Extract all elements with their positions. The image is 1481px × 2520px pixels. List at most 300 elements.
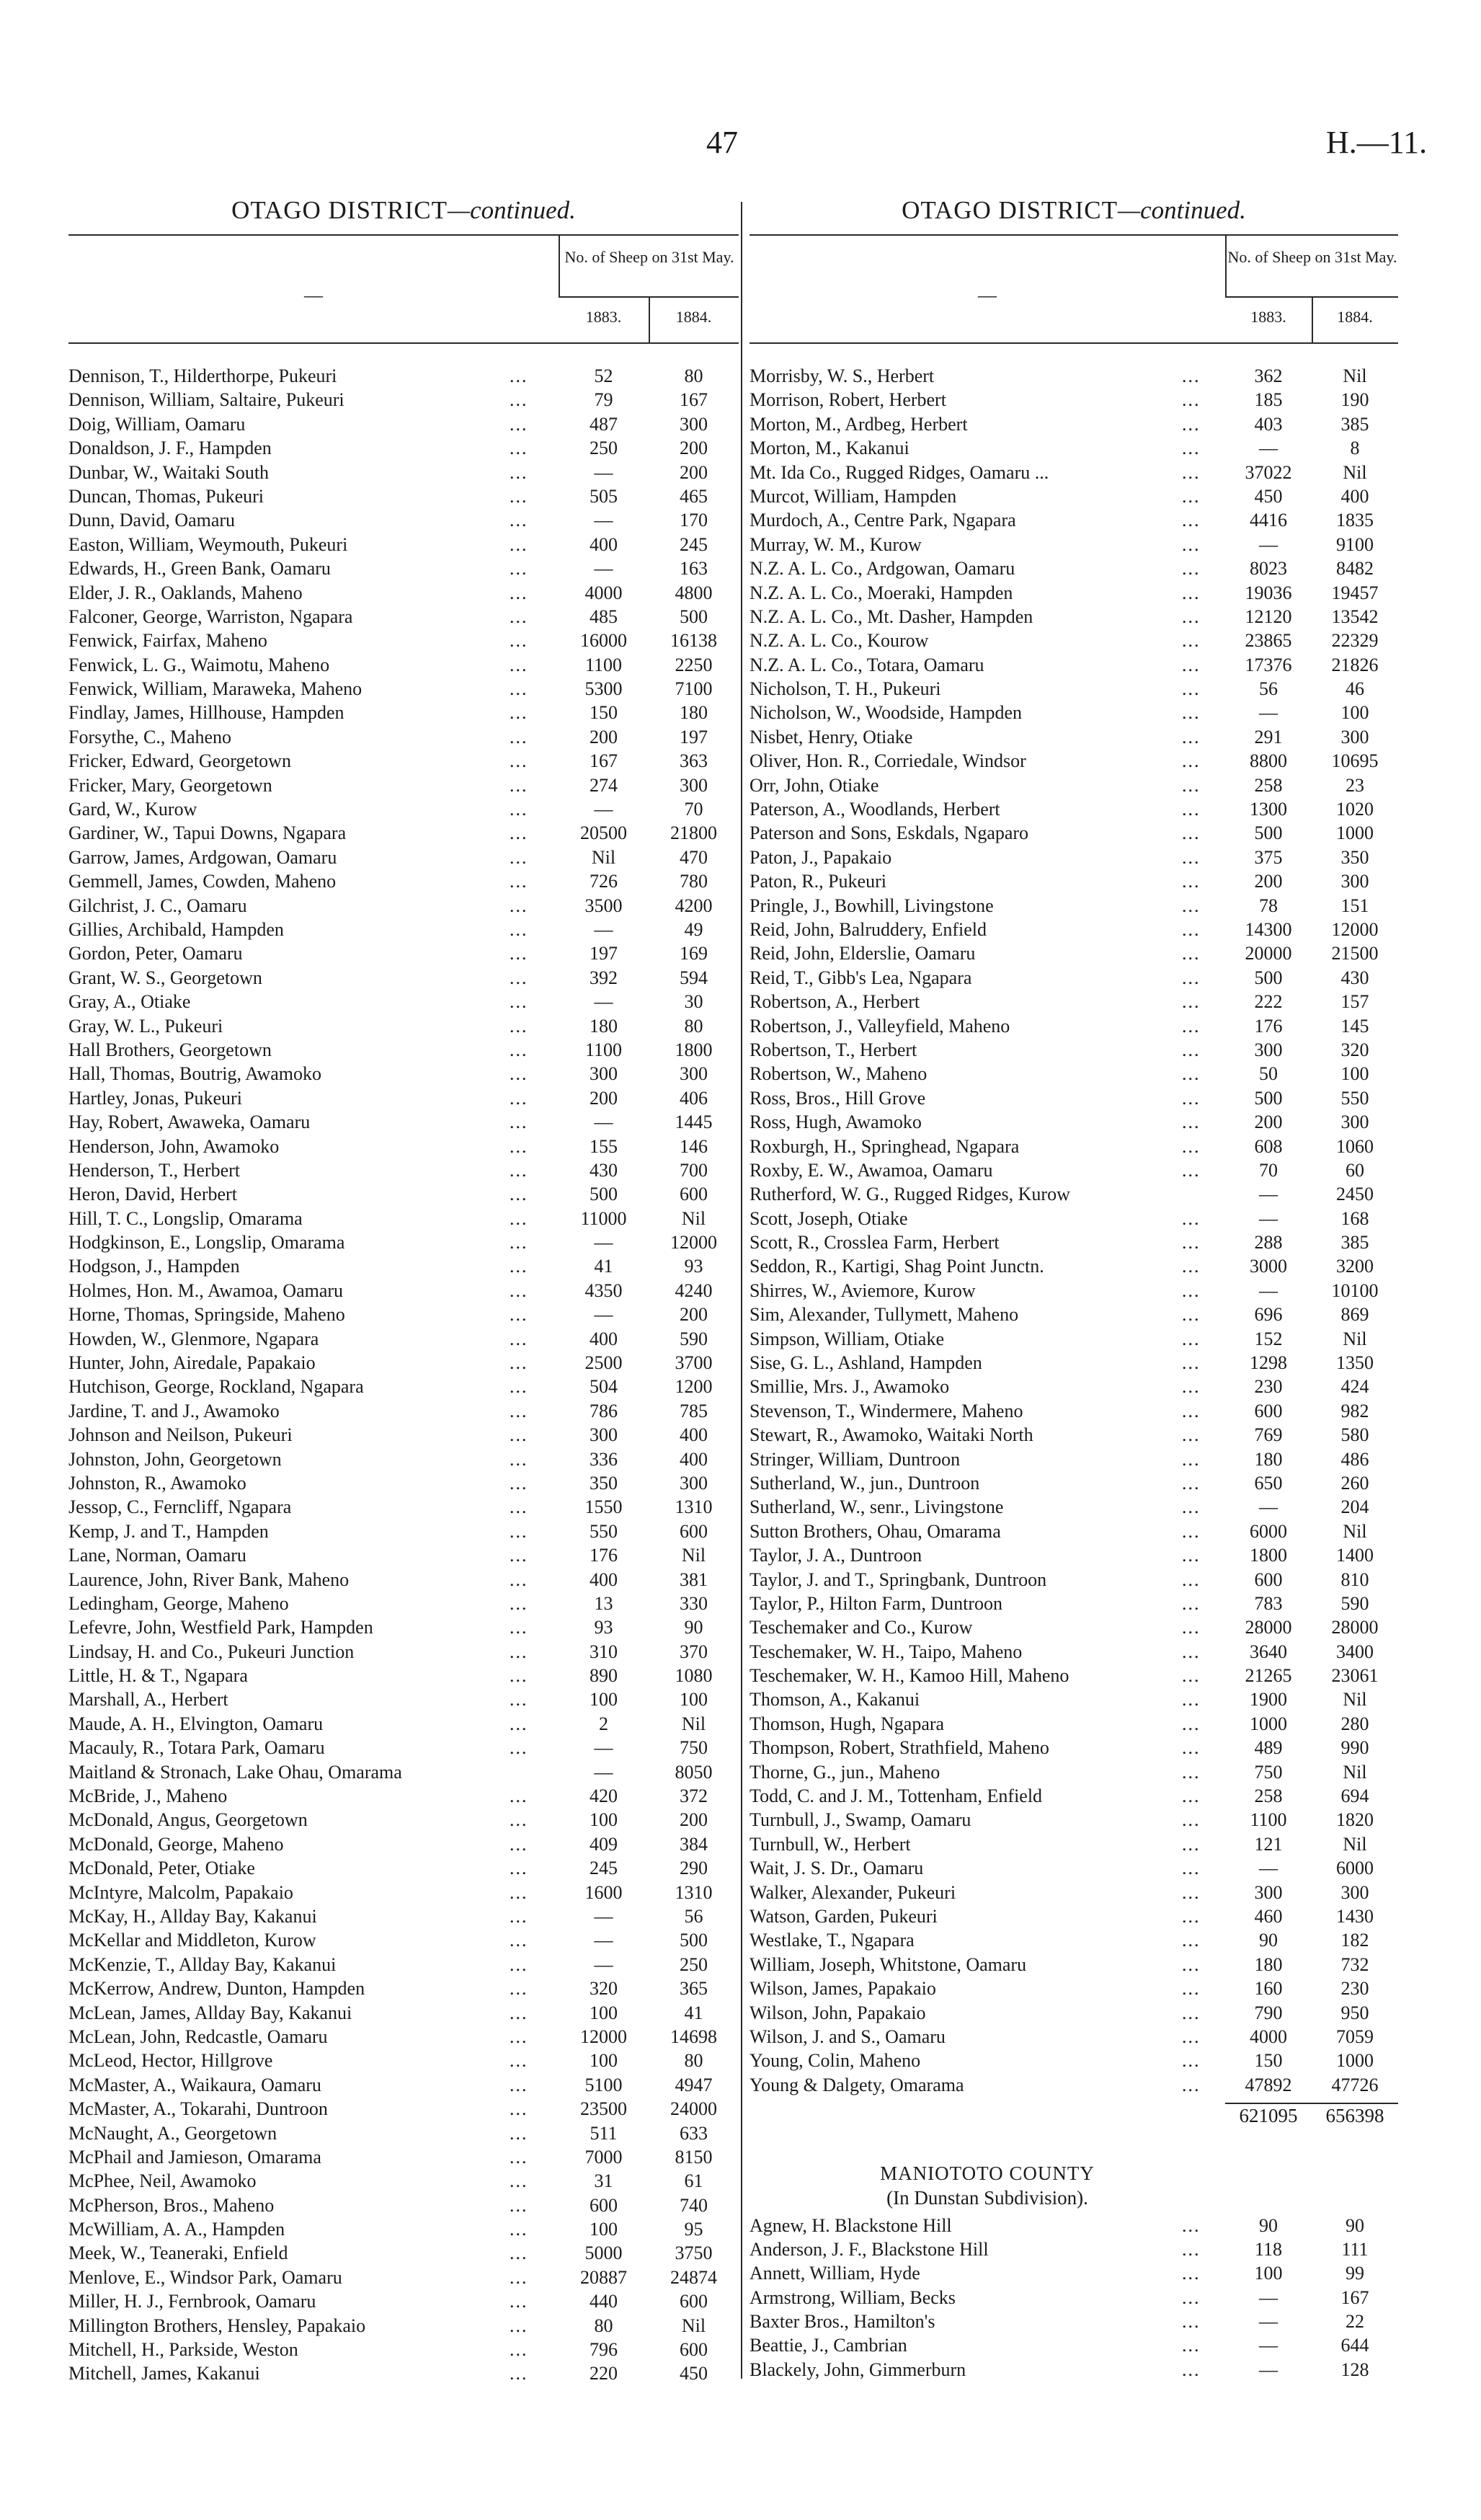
holder-name: Robertson, A., Herbert (750, 991, 920, 1013)
table-row (750, 605, 1398, 629)
table-row (68, 821, 739, 845)
leader-dots: ... (510, 1279, 528, 1301)
sheep-1883: 230 (1254, 1376, 1283, 1398)
table-row (68, 894, 739, 918)
sheep-1883: — (1259, 2311, 1278, 2333)
leader-dots: ... (510, 1135, 528, 1157)
leader-dots: ... (510, 654, 528, 675)
leader-dots: ... (1182, 1352, 1201, 1374)
leader-dots: ... (1182, 967, 1201, 988)
holder-name: Doig, William, Oamaru (68, 413, 246, 435)
right-column-title: OTAGO DISTRICT—continued. (902, 196, 1246, 224)
table-row (750, 1640, 1398, 1664)
sheep-1884: Nil (1343, 1520, 1367, 1542)
sheep-1884: 1000 (1336, 822, 1374, 844)
holder-name: Johnston, John, Georgetown (68, 1448, 282, 1470)
sheep-1883: 400 (590, 1328, 618, 1349)
leader-dots: ... (510, 1617, 528, 1638)
holder-name: McLean, James, Allday Bay, Kakanui (68, 2002, 352, 2023)
sheep-1883: 160 (1254, 1978, 1283, 2000)
leader-dots: ... (1182, 2026, 1201, 2047)
sheep-1884: 550 (1340, 1087, 1369, 1109)
sheep-1883: — (1259, 2359, 1278, 2380)
leader-dots: ... (1182, 1809, 1201, 1831)
sheep-1884: 1820 (1336, 1809, 1374, 1831)
leader-dots: ... (510, 389, 528, 411)
sheep-1883: 200 (1254, 1112, 1283, 1133)
sheep-1883: 420 (590, 1785, 618, 1807)
sheep-1884: 8150 (675, 2146, 713, 2168)
sheep-1884: Nil (1343, 1328, 1367, 1349)
sheep-1884: 200 (680, 1304, 708, 1326)
holder-name: McKellar and Middleton, Kurow (68, 1930, 316, 1951)
table-row (68, 1640, 739, 1664)
sheep-1883: 1600 (584, 1881, 623, 1903)
sheep-1883: 180 (590, 1015, 618, 1037)
sheep-1884: 170 (680, 510, 708, 531)
leader-dots: ... (1182, 1858, 1201, 1879)
table-row (68, 966, 739, 990)
leader-dots: ... (510, 413, 528, 435)
leader-dots: ... (510, 1496, 528, 1518)
table-row (68, 1856, 739, 1880)
sheep-1884: 7059 (1336, 2026, 1374, 2047)
holder-name: Jessop, C., Ferncliff, Ngapara (68, 1496, 292, 1518)
leader-dots: ... (510, 1159, 528, 1181)
holder-name: Robertson, J., Valleyfield, Maheno (750, 1015, 1010, 1037)
holder-name: McDonald, George, Maheno (68, 1833, 284, 1855)
sheep-1884: Nil (1343, 365, 1367, 386)
leader-dots: ... (510, 630, 528, 652)
leader-dots: ... (1182, 1713, 1201, 1734)
holder-name: Beattie, J., Cambrian (750, 2335, 907, 2356)
sheep-1883: 1100 (584, 654, 623, 675)
holder-name: Hodgson, J., Hampden (68, 1256, 240, 1277)
holder-name: Baxter Bros., Hamilton's (750, 2311, 935, 2333)
leader-dots: ... (510, 1809, 528, 1831)
leader-dots: ... (1182, 895, 1201, 916)
sheep-1884: 950 (1340, 2002, 1369, 2023)
leader-dots: ... (1182, 1256, 1201, 1277)
holder-name: Dunbar, W., Waitaki South (68, 461, 270, 483)
leader-dots: ... (510, 871, 528, 892)
sheep-1884: 80 (684, 365, 703, 386)
sheep-1884: 465 (680, 485, 708, 507)
leader-dots: ... (510, 967, 528, 988)
sheep-1884: 990 (1340, 1737, 1369, 1759)
leader-dots: ... (510, 1087, 528, 1109)
sheep-1884: 95 (684, 2219, 703, 2240)
holder-name: Robertson, W., Maheno (750, 1063, 928, 1085)
holder-name: Nicholson, W., Woodside, Hampden (750, 702, 1023, 724)
holder-name: Robertson, T., Herbert (750, 1039, 917, 1060)
sheep-1884: 1080 (675, 1665, 713, 1687)
table-row (750, 1615, 1398, 1639)
leader-dots: ... (510, 1424, 528, 1446)
table-row (68, 918, 739, 941)
leader-dots: ... (510, 1713, 528, 1734)
holder-name: Oliver, Hon. R., Corriedale, Windsor (750, 750, 1026, 772)
leader-dots: ... (510, 2002, 528, 2023)
leader-dots: ... (1182, 918, 1201, 940)
table-row (750, 2261, 1398, 2285)
table-row (750, 1736, 1398, 1760)
leader-dots: ... (510, 1665, 528, 1687)
sheep-1884: 151 (1340, 895, 1369, 916)
holder-name: William, Joseph, Whitstone, Oamaru (750, 1953, 1027, 1975)
sheep-1883: 180 (1254, 1448, 1283, 1470)
table-row (68, 508, 739, 532)
sheep-1883: 31 (594, 2170, 613, 2192)
sheep-1883: 16000 (580, 630, 627, 652)
sheep-1883: — (1259, 438, 1278, 459)
holder-name: Shirres, W., Aviemore, Kurow (750, 1279, 976, 1301)
table-row (68, 629, 739, 652)
holder-name: Armstrong, William, Becks (750, 2286, 956, 2308)
sheep-1883: 505 (590, 485, 618, 507)
sheep-1883: — (1259, 1207, 1278, 1229)
table-row (750, 1784, 1398, 1808)
sheep-1883: 197 (590, 943, 618, 964)
holder-name: Pringle, J., Bowhill, Livingstone (750, 895, 994, 916)
table-row (750, 1568, 1398, 1592)
table-row (68, 1230, 739, 1254)
sheep-1884: 197 (680, 726, 708, 747)
sheep-1883: — (594, 1112, 613, 1133)
leader-dots: ... (1182, 702, 1201, 724)
table-row (750, 1712, 1398, 1736)
sheep-1884: 300 (1340, 1112, 1369, 1133)
leader-dots: ... (510, 678, 528, 700)
leader-dots: ... (510, 1978, 528, 2000)
sheep-1884: 1310 (675, 1881, 713, 1903)
leader-dots: ... (510, 2074, 528, 2095)
sheep-1883: 12000 (580, 2026, 627, 2047)
sheep-1884: 300 (680, 1472, 708, 1494)
sheep-1884: 1445 (675, 1112, 713, 1133)
table-row (68, 1014, 739, 1038)
sheep-1884: 320 (1340, 1039, 1369, 1060)
sheep-1883: 150 (590, 702, 618, 724)
sheep-1883: 3000 (1250, 1256, 1287, 1277)
holder-name: Anderson, J. F., Blackstone Hill (750, 2238, 989, 2260)
leader-dots: ... (510, 2291, 528, 2312)
holder-name: Sutherland, W., senr., Livingstone (750, 1496, 1004, 1518)
table-row (750, 2073, 1398, 2097)
sheep-1883: 167 (590, 750, 618, 772)
leader-dots: ... (1182, 1304, 1201, 1326)
sheep-1883: 4416 (1250, 510, 1287, 531)
holder-name: Lane, Norman, Oamaru (68, 1545, 246, 1566)
sheep-1884: 167 (680, 389, 708, 411)
leader-dots: ... (1182, 1930, 1201, 1951)
leader-dots: ... (510, 2363, 528, 2384)
holder-name: Miller, H. J., Fernbrook, Oamaru (68, 2291, 316, 2312)
sheep-1884: 785 (680, 1400, 708, 1421)
leader-dots: ... (510, 1737, 528, 1759)
sheep-1884: 363 (680, 750, 708, 772)
table-row (750, 556, 1398, 580)
sheep-1883: 450 (1254, 485, 1283, 507)
table-row (68, 1615, 739, 1639)
sheep-1884: 10100 (1331, 1279, 1379, 1301)
table-row (68, 1687, 739, 1711)
sheep-1884: Nil (681, 1545, 706, 1566)
holder-name: Findlay, James, Hillhouse, Hampden (68, 702, 344, 724)
holder-name: Elder, J. R., Oaklands, Maheno (68, 582, 303, 603)
leader-dots: ... (510, 774, 528, 796)
holder-name: Hutchison, George, Rockland, Ngapara (68, 1376, 364, 1398)
sheep-1883: 21265 (1245, 1665, 1292, 1687)
table-row (750, 1953, 1398, 1976)
table-row (68, 2073, 739, 2097)
sheep-1883: — (594, 1906, 613, 1927)
table-header (750, 234, 1398, 344)
table-row (750, 1495, 1398, 1519)
table-row (750, 1447, 1398, 1471)
leader-dots: ... (510, 1304, 528, 1326)
name-column-header: — (978, 285, 997, 306)
sheep-1884: 200 (680, 438, 708, 459)
table-row (750, 701, 1398, 724)
holder-name: Morton, M., Ardbeg, Herbert (750, 413, 968, 435)
table-row (750, 1423, 1398, 1447)
table-row (68, 2193, 739, 2217)
sheep-1883: 500 (1254, 1087, 1283, 1109)
sheep-1883: 336 (590, 1448, 618, 1470)
sheep-1884: 90 (684, 1617, 703, 1638)
sheep-1884: 350 (1340, 846, 1369, 868)
leader-dots: ... (1182, 630, 1201, 652)
leader-dots: ... (510, 2170, 528, 2192)
holder-name: Henderson, John, Awamoko (68, 1135, 280, 1157)
sheep-1884: 1400 (1336, 1545, 1374, 1566)
holder-name: Morrisby, W. S., Herbert (750, 365, 935, 386)
holder-name: Scott, R., Crosslea Farm, Herbert (750, 1232, 1000, 1254)
sheep-1884: 145 (1340, 1015, 1369, 1037)
leader-dots: ... (510, 726, 528, 747)
table-row (750, 533, 1398, 556)
leader-dots: ... (1182, 654, 1201, 675)
table-row (750, 1471, 1398, 1495)
sheep-1883: — (594, 510, 613, 531)
sheep-1884: 180 (680, 702, 708, 724)
leader-dots: ... (1182, 1087, 1201, 1109)
sheep-1884: 230 (1340, 1978, 1369, 2000)
sheep-1884: 80 (684, 1015, 703, 1037)
sheep-1884: 61 (684, 2170, 703, 2192)
holder-name: Gordon, Peter, Oamaru (68, 943, 243, 964)
holder-name: N.Z. A. L. Co., Totara, Oamaru (750, 654, 984, 675)
table-row (68, 2169, 739, 2193)
sheep-1883: 80 (594, 2315, 613, 2336)
holder-name: Fricker, Edward, Georgetown (68, 750, 291, 772)
holder-name: Falconer, George, Warriston, Ngapara (68, 605, 353, 627)
table-header (68, 234, 739, 344)
table-row (750, 1664, 1398, 1687)
table-row (68, 1664, 739, 1687)
leader-dots: ... (510, 2122, 528, 2144)
sheep-1884: 24000 (670, 2098, 717, 2120)
holder-name: Wait, J. S. Dr., Oamaru (750, 1858, 924, 1879)
sheep-1884: 60 (1346, 1159, 1364, 1181)
sheep-1884: 8050 (675, 1761, 713, 1783)
sheep-1884: 600 (680, 2339, 708, 2361)
holder-name: McMaster, A., Waikaura, Oamaru (68, 2074, 321, 2095)
holder-name: Annett, William, Hyde (750, 2263, 920, 2284)
leader-dots: ... (1182, 846, 1201, 868)
sheep-1883: — (594, 1761, 613, 1783)
holder-name: Hall Brothers, Georgetown (68, 1039, 272, 1060)
section-heading (750, 2129, 1398, 2214)
sheep-1883: 250 (590, 438, 618, 459)
sheep-1884: 600 (680, 1184, 708, 1205)
sheep-1883: 90 (1259, 1930, 1278, 1951)
sheep-1883: 487 (590, 413, 618, 435)
sheep-1884: 300 (1340, 871, 1369, 892)
leader-dots: ... (1182, 1448, 1201, 1470)
holder-name: Thompson, Robert, Strathfield, Maheno (750, 1737, 1049, 1759)
sheep-1883: — (594, 1930, 613, 1951)
table-row (750, 797, 1398, 821)
table-row (68, 1158, 739, 1182)
sheep-1883: — (1259, 2335, 1278, 2356)
leader-dots: ... (1182, 1112, 1201, 1133)
sheep-1883: — (594, 918, 613, 940)
table-row (750, 1182, 1398, 1206)
table-row (750, 1014, 1398, 1038)
sheep-1884: 2250 (675, 654, 713, 675)
sheep-1883: — (1259, 1279, 1278, 1301)
county-title: MANIOTOTO COUNTY (880, 2162, 1095, 2184)
leader-dots: ... (510, 1472, 528, 1494)
table-row (750, 725, 1398, 749)
table-row (68, 773, 739, 797)
holder-name: Fenwick, Fairfax, Maheno (68, 630, 267, 652)
table-row (750, 1904, 1398, 1928)
holder-name: Morrison, Robert, Herbert (750, 389, 946, 411)
sheep-1883: 489 (1254, 1737, 1283, 1759)
holder-name: McPherson, Bros., Maheno (68, 2194, 275, 2216)
sheep-1884: 1835 (1336, 510, 1374, 531)
leader-dots: ... (510, 582, 528, 603)
page-code: H.—11. (1326, 125, 1428, 160)
sheep-1884: 365 (680, 1978, 708, 2000)
leader-dots: ... (1182, 485, 1201, 507)
sheep-1884: Nil (681, 1713, 706, 1734)
sheep-1884: 21826 (1331, 654, 1379, 675)
leader-dots: ... (510, 1400, 528, 1421)
county-rows (750, 2214, 1398, 2382)
table-row (68, 1399, 739, 1423)
sheep-1883: 47892 (1245, 2074, 1292, 2095)
leader-dots: ... (1182, 1953, 1201, 1975)
leader-dots: ... (510, 1858, 528, 1879)
sheep-1883: 400 (590, 1569, 618, 1590)
sheep-1884: 93 (684, 1256, 703, 1277)
table-row (750, 1230, 1398, 1254)
sheep-1884: 100 (1340, 702, 1369, 724)
sheep-1884: 167 (1340, 2286, 1369, 2308)
holder-name: Reid, T., Gibb's Lea, Ngapara (750, 967, 972, 988)
holder-name: Mitchell, James, Kakanui (68, 2363, 260, 2384)
sheep-1884: 1200 (675, 1376, 713, 1398)
table-row (750, 1928, 1398, 1952)
holder-name: Smillie, Mrs. J., Awamoko (750, 1376, 950, 1398)
table-row (68, 2314, 739, 2338)
holder-name: Walker, Alexander, Pukeuri (750, 1881, 956, 1903)
sheep-1884: 400 (680, 1448, 708, 1470)
table-row (750, 1279, 1398, 1303)
leader-dots: ... (1182, 413, 1201, 435)
holder-name: Marshall, A., Herbert (68, 1689, 228, 1711)
holder-name: Dennison, T., Hilderthorpe, Pukeuri (68, 365, 337, 386)
table-row (68, 2049, 739, 2072)
sheep-1883: 696 (1254, 1304, 1283, 1326)
sheep-1883: 7000 (584, 2146, 623, 2168)
sheep-1883: — (594, 799, 613, 820)
sheep-1884: 6000 (1336, 1858, 1374, 1879)
sheep-1884: 41 (684, 2002, 703, 2023)
sheep-1884: 700 (680, 1159, 708, 1181)
sheep-1883: 23500 (580, 2098, 627, 2120)
sheep-1883: — (594, 1953, 613, 1975)
sheep-1884: 385 (1340, 413, 1369, 435)
sheep-1883: 274 (590, 774, 618, 796)
sheep-1884: 600 (680, 2291, 708, 2312)
sheep-1884: Nil (681, 2315, 706, 2336)
sheep-1884: 600 (680, 1520, 708, 1542)
holder-name: McKenzie, T., Allday Bay, Kakanui (68, 1953, 337, 1975)
sheep-1883: 23865 (1245, 630, 1292, 652)
sheep-1883: — (594, 1232, 613, 1254)
sheep-1883: 20500 (580, 822, 627, 844)
holder-name: Mt. Ida Co., Rugged Ridges, Oamaru ... (750, 461, 1049, 483)
table-row (68, 412, 739, 436)
holder-name: McDonald, Angus, Georgetown (68, 1809, 308, 1831)
table-row (68, 2001, 739, 2025)
sheep-1883: 650 (1254, 1472, 1283, 1494)
holder-name: Taylor, P., Hilton Farm, Duntroon (750, 1592, 1003, 1614)
total-1883: 621095 (1239, 2105, 1298, 2127)
table-row (68, 1447, 739, 1471)
table-row (68, 1904, 739, 1928)
table-row (750, 1519, 1398, 1543)
sheep-1884: 1020 (1336, 799, 1374, 820)
table-row (68, 1303, 739, 1326)
table-row (750, 412, 1398, 436)
sheep-1884: 1000 (1336, 2050, 1374, 2072)
leader-dots: ... (1182, 1279, 1201, 1301)
sheep-1884: 23 (1346, 774, 1364, 796)
leader-dots: ... (1182, 1617, 1201, 1638)
left-rows (68, 364, 739, 2386)
leader-dots: ... (1182, 2311, 1201, 2333)
sheep-1883: 608 (1254, 1135, 1283, 1157)
leader-dots: ... (510, 2315, 528, 2336)
table-row (750, 461, 1398, 484)
leader-dots: ... (510, 1953, 528, 1975)
leader-dots: ... (510, 558, 528, 580)
holder-name: Meek, W., Teaneraki, Enfield (68, 2242, 288, 2264)
table-row (68, 533, 739, 556)
table-row (750, 918, 1398, 941)
holder-name: Heron, David, Herbert (68, 1184, 237, 1205)
table-row (68, 1976, 739, 2000)
holder-name: Gemmell, James, Cowden, Maheno (68, 871, 337, 892)
holder-name: Teschemaker, W. H., Taipo, Maheno (750, 1641, 1023, 1662)
leader-dots: ... (510, 438, 528, 459)
